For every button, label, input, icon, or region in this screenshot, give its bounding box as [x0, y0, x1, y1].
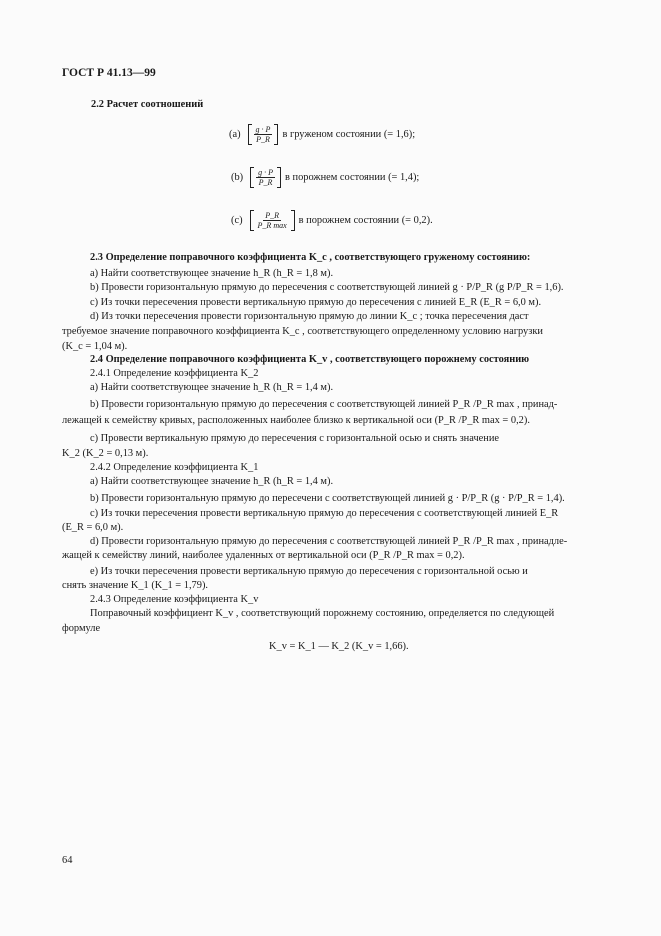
- text-line: b) Провести горизонтальную прямую до пересечения с соответствующей линией P_R /P_R max , принад-: [90, 399, 558, 410]
- text-line: Поправочный коэффициент K_v , соответствующий порожнему состоянию, определяется по следующей: [90, 608, 555, 619]
- ratio-b-denominator: P_R: [258, 178, 273, 188]
- ratio-b-fraction: [250, 167, 281, 188]
- text-line: снять значение K_1 (K_1 = 1,79).: [62, 580, 209, 591]
- ratio-a-numerator: g · P: [255, 125, 271, 134]
- text-line: K_2 (K_2 = 0,13 м).: [62, 448, 149, 459]
- text-line: a) Найти соответствующее значение h_R (h_R = 1,4 м).: [90, 476, 334, 487]
- ratio-c-label: (c): [231, 214, 243, 226]
- ratio-b-numerator: g · P: [258, 168, 274, 177]
- ratio-c: [231, 210, 433, 231]
- ratio-a: [229, 124, 415, 145]
- text-line: лежащей к семейству кривых, расположенных наиболее близко к вертикальной оси (P_R /P_R max = 0,2).: [62, 415, 530, 426]
- text-line: жащей к семейству линий, наиболее удаленных от вертикальной оси (P_R /P_R max = 0,2).: [62, 550, 465, 561]
- text-line: требуемое значение поправочного коэффициента K_c , соответствующего определенному условию нагрузки: [62, 326, 543, 337]
- text-line: a) Найти соответствующее значение h_R (h_R = 1,4 м).: [90, 382, 334, 393]
- text-line: c) Из точки пересечения провести вертикальную прямую до пересечения с линией E_R (E_R = 6,0 м).: [90, 297, 542, 308]
- ratio-c-denominator: P_R max: [257, 221, 287, 231]
- text-line: (E_R = 6,0 м).: [62, 522, 124, 533]
- text-line: d) Провести горизонтальную прямую до пересечения с соответствующей линией P_R /P_R max , принадле-: [90, 536, 568, 547]
- ratio-c-numerator: P_R: [265, 211, 279, 220]
- text-line: e) Из точки пересечения провести вертикальную прямую до пересечения с горизонтальной осью и: [90, 566, 528, 577]
- ratio-a-label: (a): [229, 128, 241, 140]
- ratio-a-denominator: P_R: [256, 135, 270, 145]
- subsection-2-4-2-title: 2.4.2 Определение коэффициента K_1: [90, 462, 259, 473]
- text-line: d) Из точки пересечения провести горизонтальную прямую до линии K_c ; точка пересечения даст: [90, 311, 529, 322]
- text-line: b) Провести горизонтальную прямую до пересечения с соответствующей линией g · P/P_R (g P/P_R = 1,6).: [90, 282, 564, 293]
- ratio-a-fraction: [248, 124, 279, 145]
- section-2-2-title: 2.2 Расчет соотношений: [91, 99, 204, 110]
- standard-header: ГОСТ Р 41.13—99: [62, 67, 156, 79]
- text-line: b) Провести горизонтальную прямую до пересечени с соответствующей линией g · P/P_R (g · P/P_R = 1,4).: [90, 493, 565, 504]
- ratio-c-text: в порожнем состоянии (= 0,2).: [298, 214, 433, 226]
- subsection-2-4-3-title: 2.4.3 Определение коэффициента K_v: [90, 594, 259, 605]
- page-number: 64: [62, 855, 73, 866]
- ratio-b-label: (b): [231, 171, 244, 183]
- ratio-b-text: в порожнем состоянии (= 1,4);: [285, 171, 420, 183]
- section-2-3-title: 2.3 Определение поправочного коэффициента K_c , соответствующего груженому состоянию:: [90, 252, 531, 263]
- formula-kv: K_v = K_1 — K_2 (K_v = 1,66).: [269, 641, 409, 652]
- ratio-c-fraction: [250, 210, 295, 231]
- text-line: (K_c = 1,04 м).: [62, 341, 128, 352]
- ratio-b: [231, 167, 419, 188]
- section-2-4-title: 2.4 Определение поправочного коэффициента K_v , соответствующего порожнему состоянию: [90, 354, 530, 365]
- ratio-a-text: в груженом состоянии (= 1,6);: [282, 128, 416, 140]
- text-line: c) Из точки пересечения провести вертикальную прямую до пересечения с соответствующей линией E_R: [90, 508, 559, 519]
- text-line: c) Провести вертикальную прямую до пересечения с горизонтальной осью и снять значение: [90, 433, 500, 444]
- text-line: a) Найти соответствующее значение h_R (h_R = 1,8 м).: [90, 268, 334, 279]
- subsection-2-4-1-title: 2.4.1 Определение коэффициента K_2: [90, 368, 259, 379]
- text-line: формуле: [62, 623, 101, 634]
